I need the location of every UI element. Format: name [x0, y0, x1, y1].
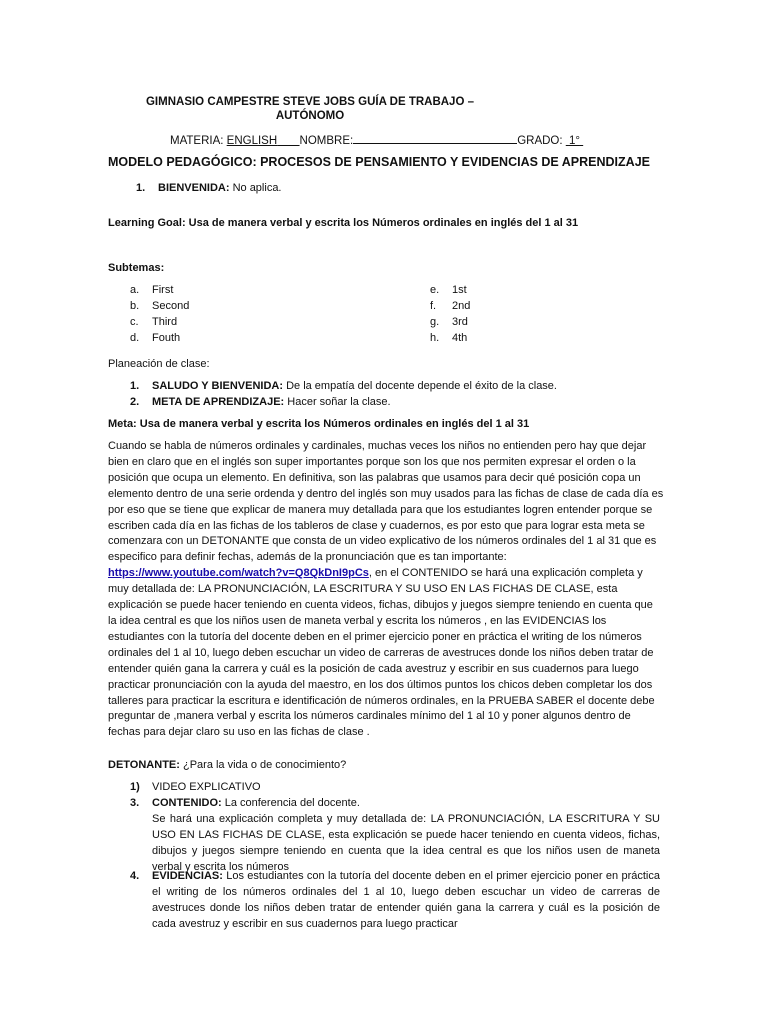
school-title — [130, 95, 490, 123]
planeacion-list — [130, 379, 670, 411]
grado-value: 1° — [568, 135, 580, 147]
youtube-link[interactable]: https://www.youtube.com/watch?v=Q8QkDnI9pCs — [108, 567, 369, 580]
form-fields-line — [170, 132, 583, 147]
step-contenido: 3. CONTENIDO: La conferencia del docente. Se hará una explicación completa y muy detallada de: LA PRONUNCIACIÓN, LA ESCRITURA Y SU USO EN LAS FICHAS DE CLASE, esta explicación se puede hacer teniendo en cuenta videos, fichas, dibujos y juegos siempre teniendo en cuenta que la idea central es que los niños usen de maneta verbal y escrita los números — [130, 796, 660, 876]
learning-goal: Learning Goal: Usa de manera verbal y escrita los Números ordinales en inglés del 1 al 31 — [108, 217, 579, 229]
meta-statement: Meta: Usa de manera verbal y escrita los Números ordinales en inglés del 1 al 31 — [108, 418, 530, 430]
list-item: e. 1st — [430, 284, 467, 296]
detonante-label: DETONANTE: — [108, 759, 180, 771]
detonante-line — [108, 758, 660, 774]
school-title-line1: GIMNASIO CAMPESTRE STEVE JOBS GUÍA DE TRABAJO – — [145, 96, 474, 108]
nombre-label: NOMBRE: — [299, 135, 354, 147]
bienvenida-text: No aplica. — [229, 182, 282, 194]
list-item: g. 3rd — [430, 315, 468, 328]
school-title-line2: AUTÓNOMO — [275, 110, 345, 122]
planeacion-title: Planeación de clase: — [108, 358, 210, 370]
model-title: MODELO PEDAGÓGICO: PROCESOS DE PENSAMIENTO Y EVIDENCIAS DE APRENDIZAJE — [108, 155, 650, 169]
nombre-blank[interactable] — [353, 132, 517, 144]
subtemas-title: Subtemas: — [108, 262, 165, 274]
step-video: 1) VIDEO EXPLICATIVO — [130, 781, 261, 793]
list-item: 1. SALUDO Y BIENVENIDA: De la empatía del docente depende el éxito de la clase. — [130, 380, 557, 392]
list-item: c. Third — [130, 315, 178, 328]
list-item: 2. META DE APRENDIZAJE: Hacer soñar la clase. — [130, 395, 391, 408]
detonante-text: ¿Para la vida o de conocimiento? — [179, 759, 347, 771]
list-item: d. Fouth — [130, 331, 181, 344]
list-item: a. First — [130, 284, 174, 296]
grado-label: GRADO: — [517, 135, 566, 147]
contenido-detail: Se hará una explicación completa y muy detallada de: LA PRONUNCIACIÓN, LA ESCRITURA Y SU USO EN LAS FICHAS DE CLASE, esta explicación se puede hacer teniendo en cuenta videos, fichas, dibujos y juegos siempre teniendo en cuenta que la idea central es que los niños usen de maneta verbal y escrita los números — [152, 812, 660, 873]
subtemas-left-list — [130, 283, 189, 347]
subtemas-right-list — [430, 283, 470, 347]
list-item: h. 4th — [430, 331, 468, 344]
bienvenida-label: BIENVENIDA: — [158, 182, 230, 194]
materia-label: MATERIA: — [170, 135, 227, 147]
step-evidencias: 4. EVIDENCIAS: Los estudiantes con la tutoría del docente deben en el primer ejercicio poner en práctica el writing de los números ordinales del 1 al 10, luego deben escuchar un video de carreras de avestruces donde los niños deben tratar de entender quién gana la carrera y cuál es la posición de cada avestruz y escribir en sus cuadernos para luego practicar — [130, 870, 660, 930]
main-paragraph: Cuando se habla de números ordinales y cardinales, muchas veces los niños no entienden pero hay que dejar bien en claro que en el inglés son super importantes porque son los que nos permiten expresar el orden o la posición que ocupa un elemento. En definitiva, son las palabras que usamos para decir qué posición copa un elemento dentro de una serie ordenda y dentro del inglés son muy usados para las fichas de clase de cada día es por eso que se tiene que explicar de manera muy detallada para que los estudiantes logren entender porque se escriben cada día en las fichas de los tableros de clase y cuadernos, es por esto que para lograr esta meta se comenzara con un DETONANTE que consta de un video explicativo de los números ordinales del 1 al 31 que es especifico para definir fechas, además de la pronunciación que es tan importante: https://www.youtube.com/watch?v=Q8QkDnI9pCs, en el CONTENIDO se hará una explicación completa y muy detallada de: LA PRONUNCIACIÓN, LA ESCRITURA Y SU USO EN LAS FICHAS DE CLASE, esta explicación se puede hacer teniendo en cuenta videos, fichas, dibujos y juegos siempre teniendo en cuenta que la idea central es que los niños usen de maneta verbal y escrita los números , en las EVIDENCIAS los estudiantes con la tutoría del docente deben en el primer ejercicio poner en práctica el writing de los números ordinales del 1 al 10, luego deben escuchar un video de carreras de avestruces donde los niños deben tratar de entender quién gana la carrera y cuál es la posición de cada avestruz y escribir en sus cuadernos para luego practicar pronunciación con la ayuda del maestro, en los dos últimos puntos los chicos deben completar los dos talleres para practicar la escritura e identificación de números ordinales, en la PRUEBA SABER el docente debe preguntar de ,manera verbal y escrita los números cardinales mínimo del 1 al 10 y poner algunos dentro de fechas para dejar claro su uso en las fichas de clase . — [108, 440, 664, 739]
materia-value: ENGLISH — [226, 135, 278, 147]
bienvenida-item: 1. BIENVENIDA: No aplica. — [136, 182, 282, 194]
list-item: b. Second — [130, 299, 190, 312]
list-item: f. 2nd — [430, 299, 471, 312]
